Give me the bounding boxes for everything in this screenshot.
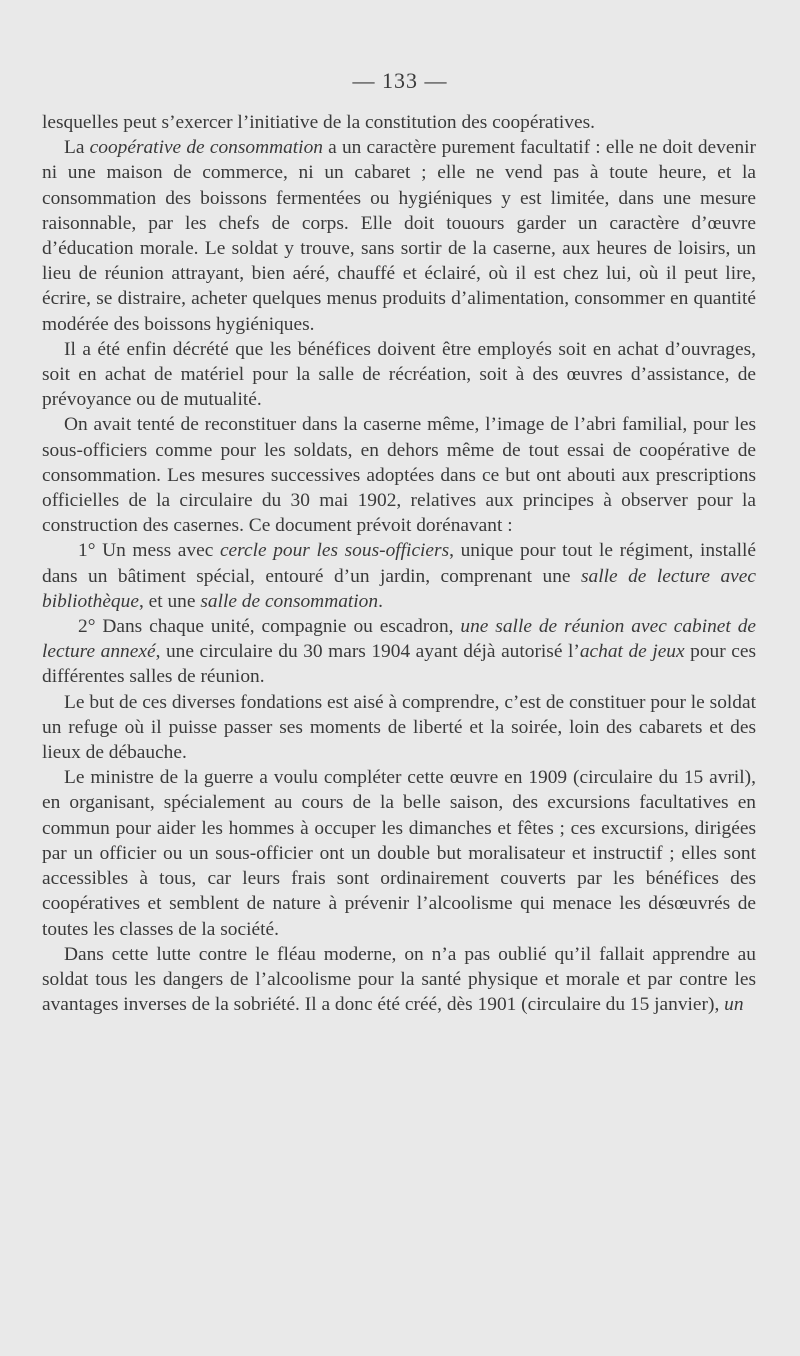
paragraph bbox=[42, 690, 756, 766]
text-run: , unique pour tout le régiment, installé dans un bâtiment spécial, entouré d’un jardin, comprenant une bbox=[42, 540, 756, 587]
italic-text: salle de consommation bbox=[200, 590, 379, 612]
text-run: Dans cette lutte contre le fléau moderne, on n’a pas oublié qu’il fallait apprendre au soldat tous les dangers de l’alcoolisme pour la santé physique et morale et par contre les avantages inverses de la sobriété. Il a donc été créé, dès 1901 (circulaire du 15 janvier), bbox=[42, 943, 756, 1016]
text-run: , et une bbox=[138, 590, 201, 612]
text-run: On avait tenté de reconstituer dans la caserne même, l’image de l’abri familial, pour les sous-officiers comme pour les soldats, en dehors même de tout essai de coopérative de consommation. Les mesures successives adoptées dans ce but ont abouti aux prescriptions officielles de la circulaire du 30 mai 1902, relatives aux principes à observer pour la construction des casernes. Ce document prévoit dorénavant : bbox=[42, 414, 756, 537]
text-run: Le ministre de la guerre a voulu compléter cette œuvre en 1909 (circulaire du 15 avril), en organisant, spécialement au cours de la belle saison, des excursions facultatives en commun pour aider les hommes à occuper les dimanches et fêtes ; ces excursions, dirigées par un officier ou un sous-officier ont un double but moralisateur et instructif ; elles sont accessibles à tous, car leurs frais sont ordinairement couverts par les bénéfices des coopératives et semblent de nature à prévenir l’alcoolisme qui menace les désœuvrés de toutes les classes de la société. bbox=[42, 767, 756, 940]
text-run: Le but de ces diverses fondations est aisé à comprendre, c’est de constituer pour le soldat un refuge où il puisse passer ses moments de liberté et la soirée, loin des cabarets et des lieux de débauche. bbox=[42, 691, 756, 764]
paragraph bbox=[42, 614, 756, 690]
italic-text: salle de lecture avec bibliothèque bbox=[42, 565, 756, 612]
body-text bbox=[42, 110, 756, 1017]
italic-text: une salle de réunion avec cabinet de lecture annexé bbox=[42, 616, 756, 663]
page-number: — 133 — bbox=[352, 68, 448, 93]
paragraph bbox=[42, 412, 756, 538]
text-run: 2° Dans chaque unité, compagnie ou escadron, bbox=[78, 616, 461, 638]
italic-text: cercle pour les sous-officiers bbox=[219, 540, 450, 562]
text-run: a un caractère purement facultatif : elle ne doit devenir ni une maison de commerce, ni un cabaret ; elle ne vend pas à toute heure, et la consommation des boissons fermentées ou hygiéniques y est limitée, dans une mesure raisonnable, par les chefs de corps. Elle doit touours garder un caractère d’œuvre d’éducation morale. Le soldat y trouve, sans sortir de la caserne, aux heures de loisirs, un lieu de réunion attrayant, bien aéré, chauffé et éclairé, où il est chez lui, où il peut lire, écrire, se distraire, acheter quelques menus produits d’alimentation, consommer en quantité modérée des boissons hygiéniques. bbox=[42, 137, 756, 335]
paragraph bbox=[42, 110, 756, 135]
text-run: . bbox=[378, 590, 383, 612]
text-run: 1° Un mess avec bbox=[78, 540, 220, 562]
italic-text: achat de jeux bbox=[579, 641, 685, 663]
paragraph bbox=[42, 538, 756, 614]
paragraph bbox=[42, 765, 756, 941]
italic-text: un bbox=[724, 994, 744, 1016]
paragraph bbox=[42, 942, 756, 1018]
text-run: lesquelles peut s’exercer l’initiative de la constitution des coopératives. bbox=[42, 112, 595, 133]
text-run: Il a été enfin décrété que les bénéfices doivent être employés soit en achat d’ouvrages, soit en achat de matériel pour la salle de récréation, soit à des œuvres d’assistance, de prévoyance ou de mutualité. bbox=[42, 338, 756, 411]
text-run: pour ces différentes salles de réunion. bbox=[42, 641, 757, 688]
paragraph bbox=[42, 337, 756, 413]
italic-text: coopérative de consommation bbox=[89, 137, 323, 159]
paragraph bbox=[42, 135, 756, 337]
text-run: , une circulaire du 30 mars 1904 ayant déjà autorisé l’ bbox=[155, 641, 580, 663]
text-run: La bbox=[64, 137, 90, 159]
